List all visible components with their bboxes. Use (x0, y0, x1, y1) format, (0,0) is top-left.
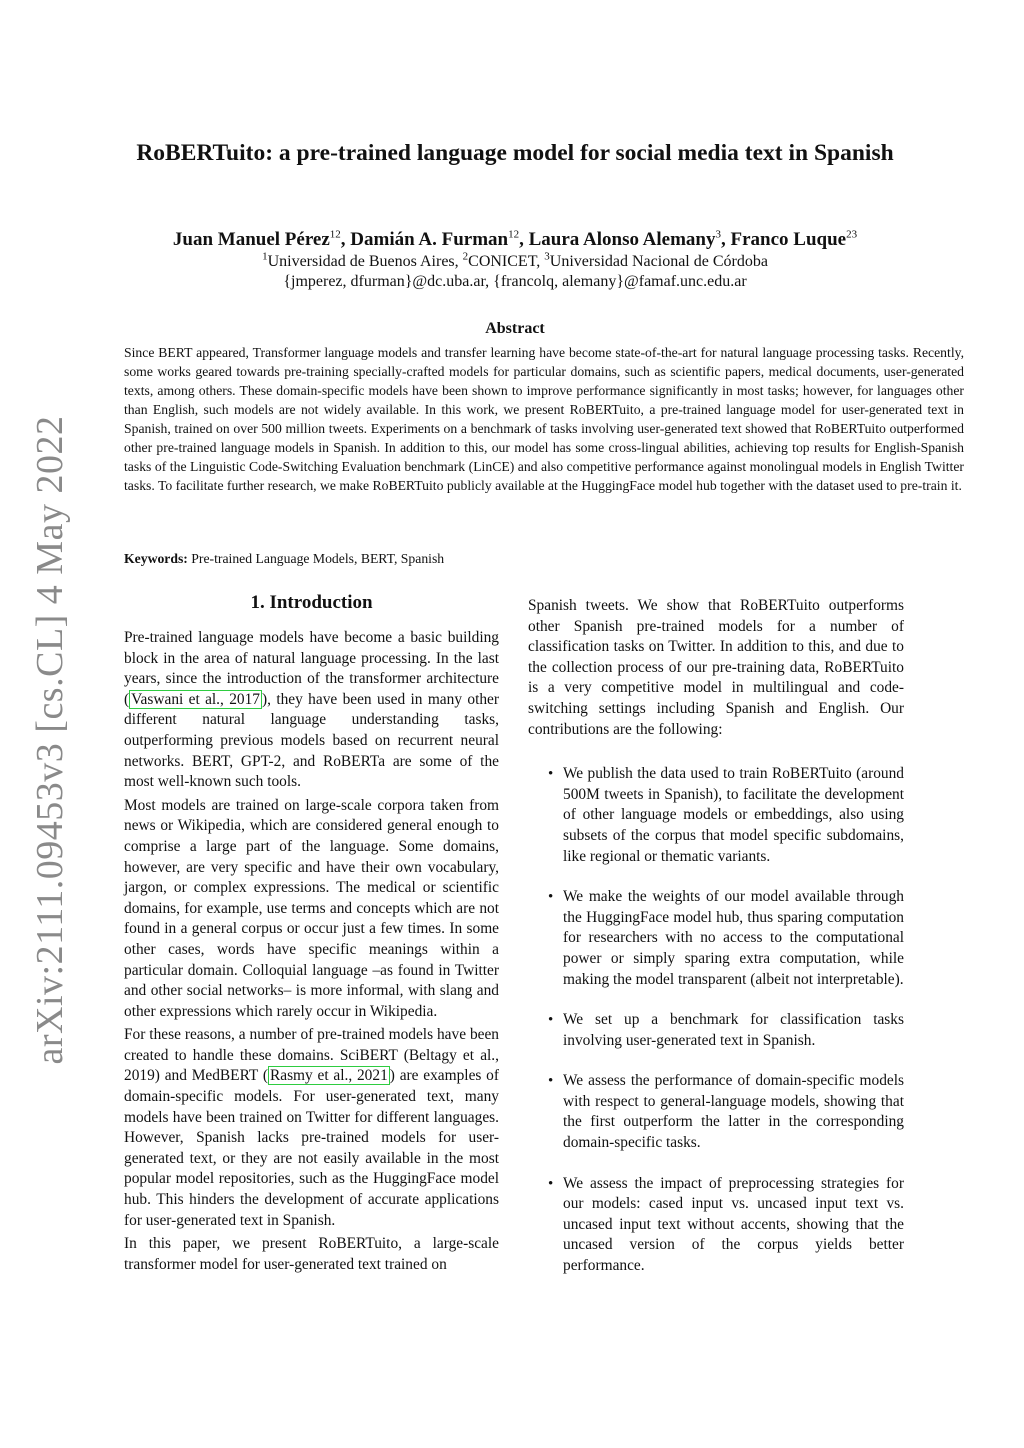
citation-link[interactable]: Vaswani et al., 2017 (131, 690, 261, 708)
section-heading-introduction: 1. Introduction (250, 592, 373, 613)
paragraph: Pre-trained language models have become a basic building block in the area of natural language processing. In the last years, since the introduction of the transformer architecture ( Vaswani et al., 2017 ), they have been used in many other different natural language understanding tasks, outperforming previous models based on recurrent neural networks. BERT, GPT-2, and RoBERTa are some of the most well-known such tools. (124, 629, 499, 791)
keywords-text: Pre-trained Language Models, BERT, Spanish (191, 551, 445, 566)
paragraph: For these reasons, a number of pre-trained models have been created to handle these domains. SciBERT (Beltagy et al., 2019) and MedBERT ( Rasmy et al., 2021 ) are examples of domain-specific models. For user-generated text, many models have been trained on Twitter for different languages. However, Spanish lacks pre-trained models for user-generated text, or they are not easily available in the most popular model repositories, such as the HuggingFace model hub. This hinders the development of accurate applications for user-generated text in Spanish. (124, 1026, 499, 1229)
list-item: • We publish the data used to train RoBERTuito (around 500M tweets in Spanish), to facilitate the development of other language models or embeddings, also using subsets of the corpus that model specific subdomains, like regional or thematic variants. (528, 764, 904, 867)
paragraph: In this paper, we present RoBERTuito, a large-scale transformer model for user-generated text trained on (124, 1235, 499, 1273)
citation-link[interactable]: Rasmy et al., 2021 (269, 1067, 388, 1085)
paragraph: Spanish tweets. We show that RoBERTuito outperforms other Spanish pre-trained models for a number of classification tasks on Twitter. In addition to this, and due to the collection process of our pre-training data, RoBERTuito is a very competitive model in multilingual and code-switching settings including Spanish and English. Our contributions are the following: (528, 597, 904, 738)
author: Laura Alonso Alemany$^3$, (528, 228, 731, 250)
contributions-list (528, 764, 904, 1276)
author: Juan Manuel Pérez$^{12}$, (172, 228, 351, 250)
affiliation: $^3$Universidad Nacional de Córdoba (544, 250, 768, 270)
keywords-label: Keywords: (124, 551, 188, 566)
affiliation: $^1$Universidad de Buenos Aires, (262, 250, 463, 270)
author-list (110, 228, 920, 252)
keywords-line (124, 549, 964, 568)
abstract-body: Since BERT appeared, Transformer language models and transfer learning have become state-of-the-art for natural language processing tasks. Recently, some works geared towards pre-training specially-crafted models for particular domains, such as scientific papers, medical documents, user-generated texts, among others. These domain-specific models have been shown to improve performance significantly in most tasks; however, for languages other than English, such models are not widely available. In this work, we present RoBERTuito, a pre-trained language model for user-generated text in Spanish, trained on over 500 million tweets. Experiments on a benchmark of tasks involving user-generated text showed that RoBERTuito outperformed other pre-trained language models in Spanish. In addition to this, our model has some cross-lingual abilities, achieving top results for English-Spanish tasks of the Linguistic Code-Switching Evaluation benchmark (LinCE) and also competitive performance against monolingual models in English Twitter tasks. To facilitate further research, we make RoBERTuito publicly available at the HuggingFace model hub together with the dataset used to pre-train it. (124, 345, 964, 493)
paper-title: RoBERTuito: a pre-trained language model for social media text in Spanish (136, 140, 894, 166)
author-emails: {jmperez, dfurman}@dc.uba.ar, {francolq, alemany}@famaf.unc.edu.ar (283, 273, 747, 290)
paragraph: Most models are trained on large-scale corpora taken from news or Wikipedia, which are considered general enough to comprise a large part of the language. Some domains, however, are very specific and have their own vocabulary, jargon, or complex expressions. The medical or scientific domains, for example, use terms and concepts which are not found in a general corpus or occur just a few times. In some other cases, words have specific meanings within a particular domain. Colloquial language –as found in Twitter and other social networks– is more informal, with slang and other expressions which rarely occur in Wikipedia. (124, 796, 499, 1020)
list-item: • We make the weights of our model available through the HuggingFace model hub, thus sparing computation for researchers with no access to the computational power or simply sparing extra computation, while making the model transparent (albeit not interpretable). (528, 887, 904, 990)
author: Damián A. Furman$^{12}$, (350, 228, 529, 250)
author: Franco Luque$^{23}$ (730, 228, 858, 250)
affiliation-list (110, 252, 920, 272)
right-column (528, 596, 904, 1297)
list-item: • We assess the impact of preprocessing strategies for our models: cased input vs. uncased input text vs. uncased input text without accents, showing that the uncased version of the corpus yields better performance. (528, 1174, 904, 1277)
left-column (124, 628, 499, 1278)
abstract-heading: Abstract (485, 320, 545, 337)
arxiv-identifier-stamp: arXiv:2111.09453v3 [cs.CL] 4 May 2022 (29, 415, 71, 1065)
list-item: • We set up a benchmark for classification tasks involving user-generated text in Spanish. (528, 1010, 904, 1051)
affiliation: $^2$CONICET, (462, 250, 545, 270)
list-item: • We assess the performance of domain-specific models with respect to general-language models, showing that the first outperform the latter in the corresponding domain-specific tasks. (528, 1071, 904, 1153)
